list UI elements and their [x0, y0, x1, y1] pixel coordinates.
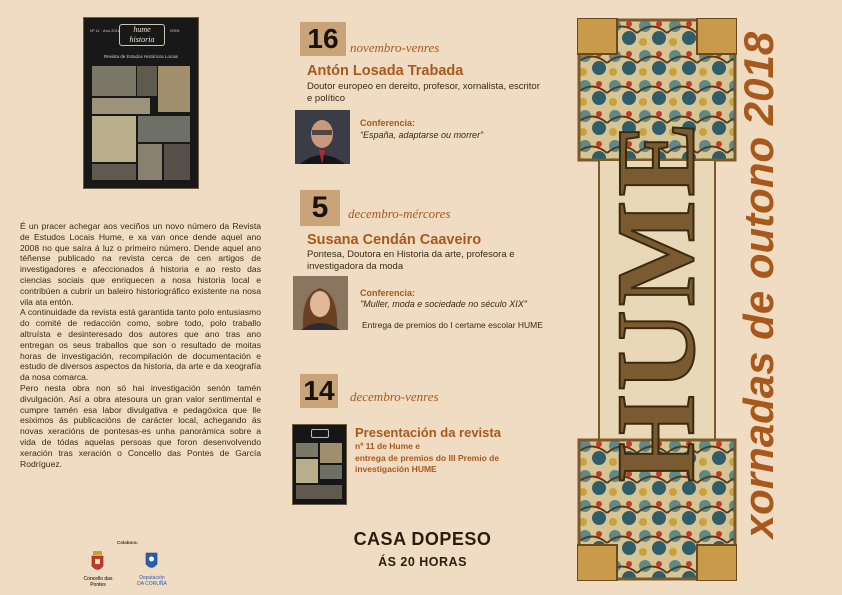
- speaker-photo: [295, 110, 350, 164]
- event-detail: nº 11 de Hume e: [355, 441, 420, 451]
- cover-photo: [92, 98, 150, 114]
- cover-photo: [138, 116, 190, 142]
- cover-photo: [137, 66, 157, 96]
- award-note: Entrega de premios do I certame escolar HUME: [362, 320, 543, 330]
- cover-map: [92, 116, 136, 162]
- event-day-box: 14: [300, 374, 338, 408]
- coat-of-arms-icon: [145, 550, 158, 572]
- intro-paragraph: A continuidade da revista está garantida tanto polo entusiasmo do comité de redacción como, sobre todo, polo traballo altruísta e desinteresado dos autores que ano tras ano entregan os seus traballos que son o resultado de moitas horas de investigación, recompilación de documentación e estudo de diversos aspectos da historia, da arte e da xeografía da nosa comarca.: [20, 307, 261, 383]
- event-day-box: 16: [300, 22, 346, 56]
- conference-title: "Muller, moda e sociedade no século XIX": [360, 299, 527, 309]
- cover-photo: [164, 144, 190, 180]
- speaker-name: Antón Losada Trabada: [307, 63, 464, 79]
- cover-subtitle: Revista de Estudos Históricos Locais: [103, 54, 179, 59]
- event-title: Presentación da revista: [355, 425, 501, 440]
- magazine-cover-small: [292, 424, 347, 505]
- speaker-description: Pontesa, Doutora en Historia da arte, profesora e investigadora da moda: [307, 249, 515, 272]
- event-detail: entrega de premios do III Premio de investigación HUME: [355, 453, 500, 474]
- venue-time: ÁS 20 HORAS: [378, 555, 467, 569]
- cover-photo: [92, 164, 136, 180]
- cover-photo: [92, 66, 136, 96]
- magazine-cover: [83, 17, 199, 189]
- coat-of-arms-icon: [91, 551, 104, 573]
- event-month: decembro-venres: [350, 389, 439, 404]
- event-month: novembro-venres: [350, 40, 440, 55]
- event-month: decembro-mércores: [348, 206, 451, 221]
- cover-issn: ISSN: [170, 28, 180, 33]
- collaborators-label: Colabora:: [117, 540, 139, 545]
- conference-label: Conferencia:: [360, 288, 416, 298]
- conference-title: “España, adaptarse ou morrer”: [360, 130, 484, 140]
- conference-label: Conferencia:: [360, 118, 416, 128]
- intro-text: [20, 221, 261, 469]
- intro-paragraph: É un pracer achegar aos veciños un novo número da Revista de Estudos Locais Hume, e xa van once dende aquel ano 2008 no que saíra á luz o primeiro número. Dende aquel ano téñense publicado na revista cerca de cen artigos de investigadores e afeccionados á historia e ao resto das ciencias sociais que enriquecen a nosa historia local e contribúen a cubrir un baleiro historiográfico existente na nosa vila ata entón.: [20, 221, 261, 307]
- cover-logo: hume historia: [119, 24, 165, 46]
- venue-place: CASA DOPESO: [353, 529, 492, 549]
- speaker-description: Doutor europeo en dereito, profesor, xornalista, escritor e político: [307, 81, 540, 104]
- cover-photo: [158, 66, 190, 112]
- concello-logo-label: Concello das Pontes: [83, 576, 113, 588]
- speaker-name: Susana Cendán Caaveiro: [307, 232, 482, 248]
- cover-issue-info: Nº 11 · Ano 2018: [90, 28, 121, 33]
- event-day-box: 5: [300, 190, 340, 226]
- speaker-photo: [293, 276, 348, 330]
- intro-paragraph: Pero nesta obra non só hai investigación senón tamén divulgación. Así a obra atesoura un gran valor sentimental e cumpre tamén esa labor divulgativa e pedagóxica que lle esiximos ás publicacións de carácter local, achegando ás novas xeracións de pontesas-es unha panorámica sobre a vida de tódas aquelas persoas que foron desenvolvendo xeración tras xeración o Concello das Pontes de García Rodríguez.: [20, 382, 261, 469]
- deputacion-logo-label: Deputación DA CORUÑA: [137, 575, 167, 587]
- cover-photo: [138, 144, 162, 180]
